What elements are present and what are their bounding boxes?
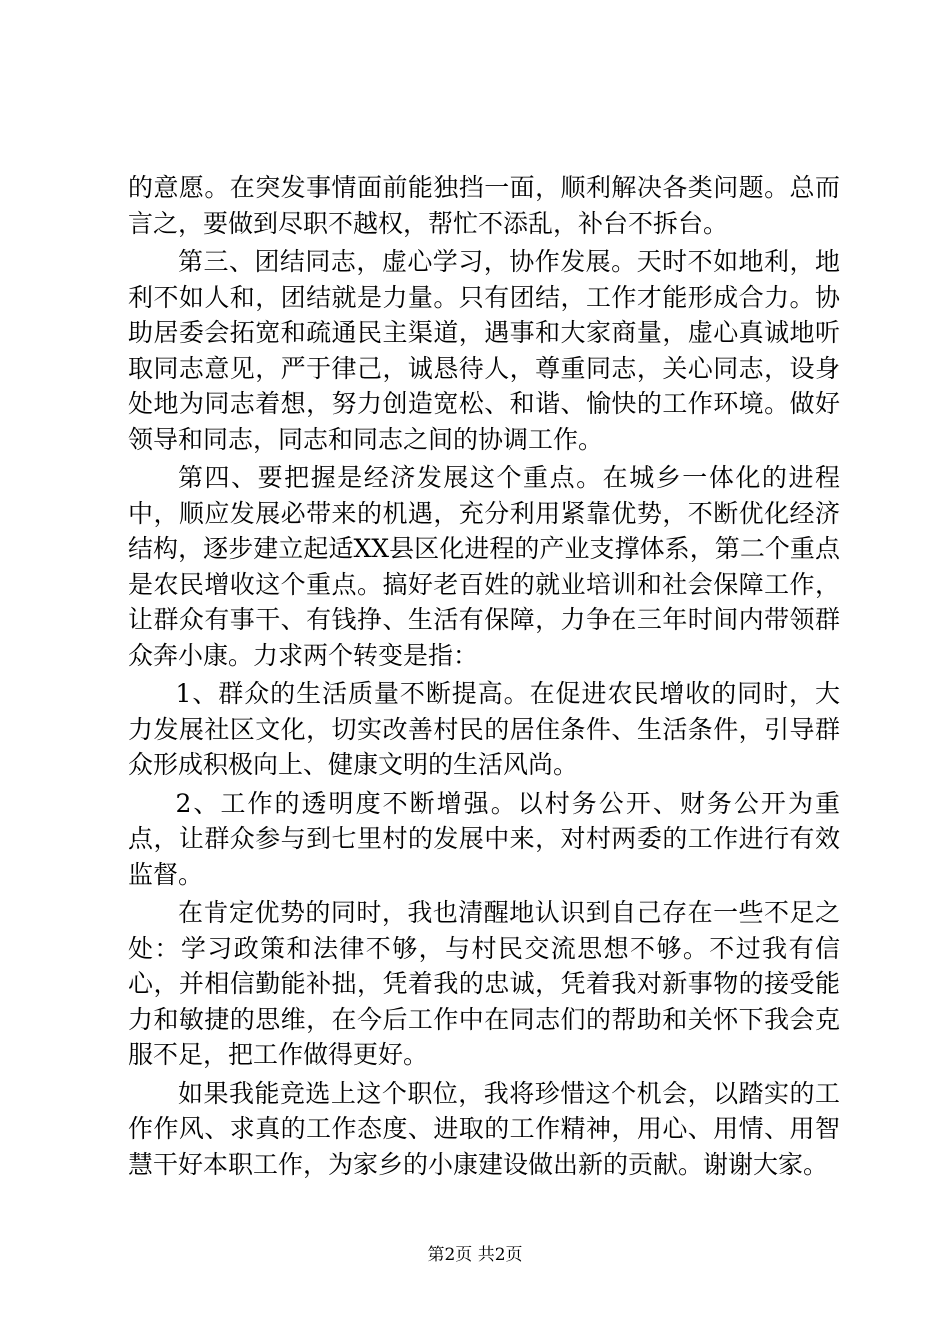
document-body	[128, 170, 840, 1185]
paragraph-closing: 如果我能竞选上这个职位，我将珍惜这个机会，以踏实的工作作风、求真的工作态度、进取的工作精神，用心、用情、用智慧干好本职工作，为家乡的小康建设做出新的贡献。谢谢大家。	[128, 1078, 840, 1179]
paragraph-fourth-point: 第四、要把握是经济发展这个重点。在城乡一体化的进程中，顺应发展必带来的机遇，充分利用紧靠优势，不断优化经济结构，逐步建立起适XX县区化进程的产业支撑体系，第二个重点是农民增收这个重点。搞好老百姓的就业培训和社会保障工作，让群众有事干、有钱挣、生活有保障，力争在三年时间内带领群众奔小康。力求两个转变是指：	[128, 463, 840, 670]
list-item-2: 2、工作的透明度不断增强。以村务公开、财务公开为重点，让群众参与到七里村的发展中来，对村两委的工作进行有效监督。	[128, 788, 840, 889]
page-footer: 第2页 共2页	[427, 1245, 523, 1265]
paragraph-third-point: 第三、团结同志，虚心学习，协作发展。天时不如地利，地利不如人和，团结就是力量。只有团结，工作才能形成合力。协助居委会拓宽和疏通民主渠道，遇事和大家商量，虚心真诚地听取同志意见，严于律己，诚恳待人，尊重同志，关心同志，设身处地为同志着想，努力创造宽松、和谐、愉快的工作环境。做好领导和同志，同志和同志之间的协调工作。	[128, 247, 840, 454]
paragraph-shortcomings: 在肯定优势的同时，我也清醒地认识到自己存在一些不足之处：学习政策和法律不够，与村民交流思想不够。不过我有信心，并相信勤能补拙，凭着我的忠诚，凭着我对新事物的接受能力和敏捷的思维，在今后工作中在同志们的帮助和关怀下我会克服不足，把工作做得更好。	[128, 898, 840, 1069]
paragraph-continuation: 的意愿。在突发事情面前能独挡一面，顺利解决各类问题。总而言之，要做到尽职不越权，帮忙不添乱，补台不拆台。	[128, 173, 840, 238]
list-item-1: 1、群众的生活质量不断提高。在促进农民增收的同时，大力发展社区文化，切实改善村民的居住条件、生活条件，引导群众形成积极向上、健康文明的生活风尚。	[128, 679, 840, 779]
